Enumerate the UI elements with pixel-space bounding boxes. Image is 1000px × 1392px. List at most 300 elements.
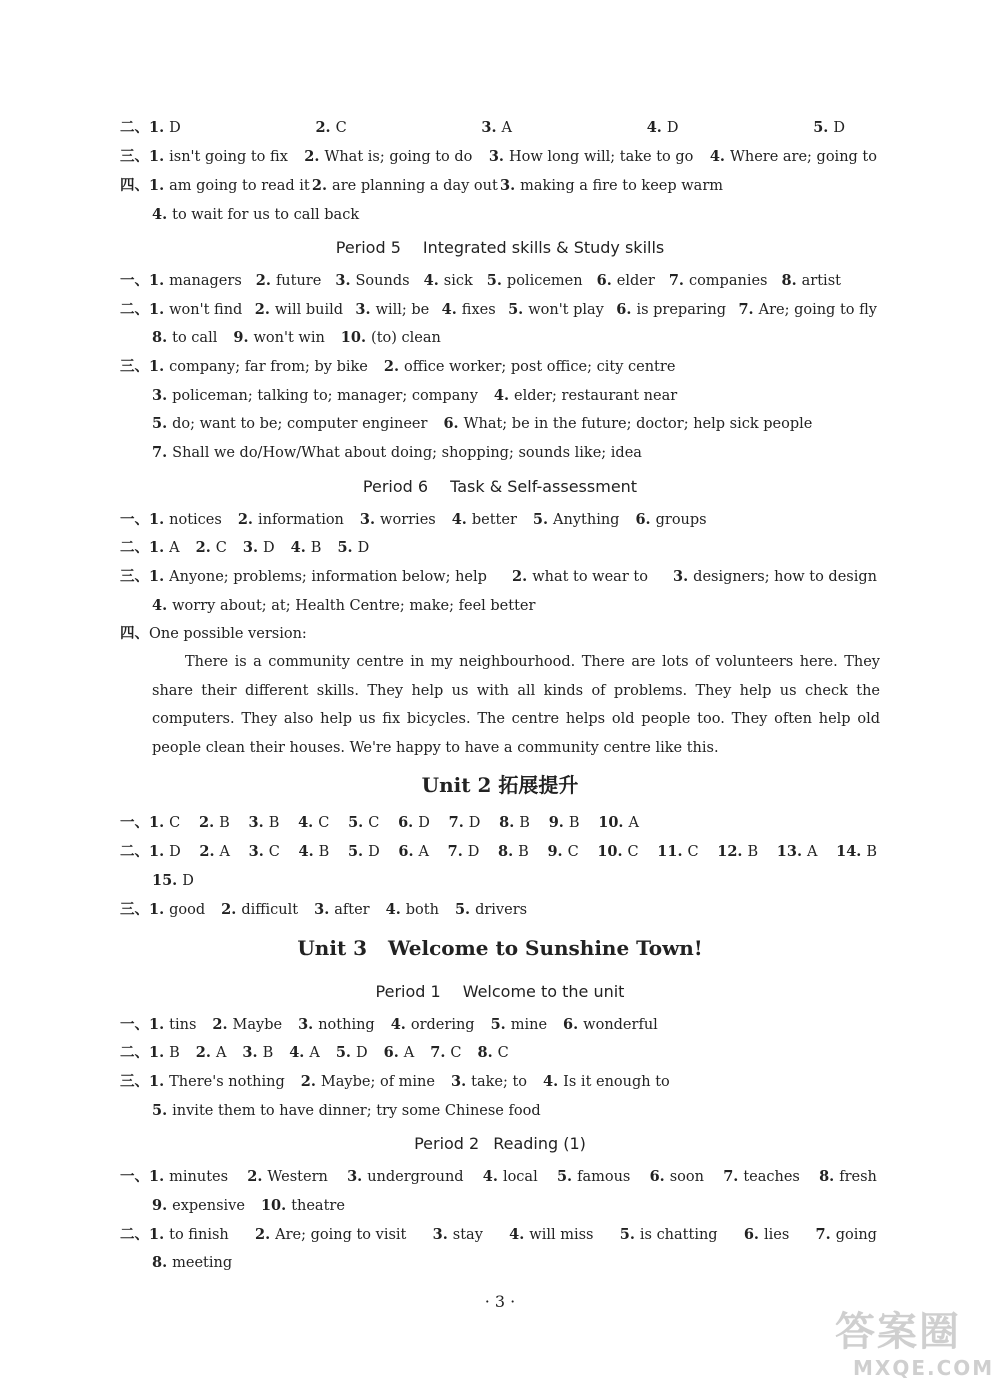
answer-item	[149, 147, 288, 167]
answer-item	[452, 510, 517, 530]
answer-item	[782, 271, 841, 291]
item-answer: will build	[274, 302, 344, 318]
answer-item	[149, 176, 310, 196]
answer-line	[120, 357, 691, 377]
answer-item	[391, 1015, 475, 1035]
item-answer: B	[568, 815, 580, 831]
item-answer: future	[275, 273, 322, 289]
answer-item	[242, 1043, 273, 1063]
answer-line	[120, 1072, 686, 1092]
item-answer: what to wear to	[532, 569, 648, 585]
item-number: 7.	[815, 1226, 831, 1243]
item-answer: ordering	[410, 1017, 475, 1033]
item-answer: B	[169, 1045, 180, 1061]
item-answer: both	[405, 902, 439, 918]
item-number: 9.	[152, 1197, 168, 1214]
item-answer: B	[518, 844, 529, 860]
answer-line	[152, 1101, 557, 1121]
item-number: 15.	[152, 872, 178, 889]
item-answer: D	[355, 1045, 368, 1061]
item-answer: after	[334, 902, 370, 918]
answer-item	[491, 1015, 547, 1035]
answer-item	[455, 900, 527, 920]
item-number: 1.	[149, 843, 165, 860]
item-answer: meeting	[172, 1255, 233, 1271]
item-number: 5.	[337, 539, 353, 556]
answer-line	[120, 300, 877, 320]
item-answer: C	[368, 815, 380, 831]
answer-line	[120, 1043, 525, 1063]
answer-item	[152, 1253, 232, 1273]
item-answer: drivers	[475, 902, 528, 918]
item-answer: A	[418, 844, 429, 860]
item-number: 6.	[443, 415, 459, 432]
answer-line	[120, 176, 723, 196]
item-answer: policemen	[506, 273, 583, 289]
item-answer: D	[169, 120, 181, 136]
item-number: 3.	[432, 1226, 448, 1243]
item-number: 2.	[315, 119, 331, 136]
item-number: 2.	[512, 568, 528, 585]
answer-item	[442, 300, 496, 320]
answer-item	[336, 1043, 368, 1063]
watermark-logo: 答案圈 MXQE.COM	[835, 1309, 995, 1380]
item-number: 5.	[532, 511, 549, 528]
item-answer: B	[318, 844, 330, 860]
answer-item	[255, 1225, 406, 1245]
item-number: 3.	[248, 814, 264, 831]
item-answer: minutes	[169, 1169, 229, 1185]
item-answer: elder	[616, 273, 655, 289]
item-number: 4.	[290, 539, 306, 556]
answer-item	[243, 538, 275, 558]
answer-item	[598, 813, 639, 833]
answer-item	[196, 1043, 227, 1063]
item-answer: B	[747, 844, 759, 860]
answer-item	[299, 842, 330, 862]
item-number: 8.	[152, 329, 168, 346]
answer-line	[120, 1167, 877, 1187]
answer-item	[547, 842, 578, 862]
answer-item	[836, 842, 877, 862]
item-number: 2.	[195, 1044, 211, 1061]
answer-item	[813, 118, 845, 138]
answer-item	[398, 842, 429, 862]
item-number: 8.	[781, 272, 797, 289]
item-number: 5.	[152, 1102, 168, 1119]
section-marker: 二、	[120, 1044, 149, 1061]
item-number: 4.	[441, 301, 457, 318]
answer-item	[478, 1043, 509, 1063]
answer-items	[152, 871, 210, 891]
item-number: 7.	[430, 1044, 446, 1061]
item-answer: nothing	[318, 1017, 375, 1033]
item-number: 1.	[149, 539, 165, 556]
answer-item	[500, 176, 723, 196]
answer-line	[152, 871, 210, 891]
answer-line	[152, 1253, 248, 1273]
item-answer: information	[257, 512, 344, 528]
item-number: 4.	[152, 206, 168, 223]
item-answer: B	[219, 815, 230, 831]
answer-item	[149, 1072, 285, 1092]
item-answer: going	[835, 1227, 877, 1243]
item-number: 9.	[233, 329, 249, 346]
answer-item	[597, 842, 638, 862]
item-answer: C	[627, 844, 639, 860]
item-number: 3.	[500, 177, 516, 194]
period-heading: Period 1 Welcome to the unit	[375, 982, 625, 1001]
item-number: 1.	[149, 511, 165, 528]
item-number: 3.	[152, 387, 168, 404]
item-answer: D	[418, 815, 430, 831]
answer-item	[451, 1072, 527, 1092]
item-answer: Shall we do/How/What about doing; shopping; sounds like; idea	[172, 445, 642, 461]
item-number: 1.	[149, 301, 165, 318]
section-marker: 三、	[120, 358, 149, 375]
answer-item	[398, 813, 430, 833]
item-number: 9.	[547, 843, 563, 860]
item-answer: won't find	[169, 302, 243, 318]
answer-item	[312, 176, 498, 196]
answer-item	[433, 1225, 483, 1245]
item-answer: D	[666, 120, 679, 136]
item-number: 8.	[499, 814, 515, 831]
answer-items	[149, 1167, 877, 1187]
item-answer: Maybe	[232, 1017, 283, 1033]
answer-item	[149, 510, 222, 530]
item-answer: is chatting	[639, 1227, 718, 1243]
answer-item	[199, 842, 230, 862]
item-answer: C	[567, 844, 579, 860]
answer-items	[149, 300, 877, 320]
answer-item	[212, 1015, 282, 1035]
item-number: 1.	[149, 1016, 165, 1033]
answer-item	[152, 386, 478, 406]
answer-item	[384, 1043, 415, 1063]
answer-line	[120, 900, 543, 920]
item-number: 5.	[508, 301, 524, 318]
item-number: 5.	[490, 1016, 506, 1033]
item-answer: making a fire to keep warm	[520, 178, 723, 194]
item-answer: worries	[380, 512, 436, 528]
answer-item	[449, 813, 481, 833]
item-number: 6.	[398, 843, 414, 860]
item-number: 3.	[450, 1073, 467, 1090]
answer-items	[149, 1072, 686, 1092]
item-answer: stay	[452, 1227, 483, 1243]
item-number: 5.	[335, 1044, 351, 1061]
item-answer: What; be in the future; doctor; help sick people	[463, 416, 813, 432]
item-number: 10.	[340, 329, 367, 346]
item-answer: Anyone; problems; information below; help	[169, 569, 487, 585]
item-number: 3.	[314, 901, 330, 918]
item-answer: good	[169, 902, 206, 918]
answer-item	[152, 205, 359, 225]
item-answer: D	[182, 873, 194, 889]
answer-item	[650, 1167, 704, 1187]
answer-item	[597, 271, 655, 291]
item-answer: to wait for us to call back	[172, 207, 360, 223]
item-answer: am going to read it	[169, 178, 310, 194]
answer-item	[149, 1043, 180, 1063]
period-heading: Period 2 Reading (1)	[414, 1134, 586, 1153]
section-marker: 一、	[120, 1168, 149, 1185]
answer-items	[149, 271, 841, 291]
item-answer: C	[318, 815, 330, 831]
answer-line	[120, 1015, 674, 1035]
item-answer: What is; going to do	[324, 149, 473, 165]
answer-item	[430, 1043, 461, 1063]
item-number: 8.	[819, 1168, 835, 1185]
item-number: 1.	[149, 1168, 165, 1185]
item-number: 1.	[149, 272, 165, 289]
item-number: 1.	[149, 119, 165, 136]
answer-item	[152, 443, 642, 463]
item-number: 4.	[423, 272, 439, 289]
answer-item	[360, 510, 436, 530]
item-answer: Are; going to fly	[758, 302, 877, 318]
item-number: 3.	[242, 1044, 258, 1061]
item-number: 12.	[717, 843, 743, 860]
answer-item	[256, 271, 322, 291]
item-number: 4.	[646, 119, 662, 136]
answer-item	[448, 842, 480, 862]
item-answer: C	[497, 1045, 509, 1061]
item-answer: teaches	[743, 1169, 800, 1185]
item-number: 6.	[616, 301, 632, 318]
answer-item	[314, 900, 370, 920]
answer-items	[152, 1253, 248, 1273]
answer-item	[499, 813, 530, 833]
section-marker: 二、	[120, 843, 149, 860]
answer-item	[149, 567, 487, 587]
answer-items	[152, 414, 828, 434]
item-answer: How long will; take to go	[508, 149, 694, 165]
item-answer: better	[471, 512, 517, 528]
answer-item	[298, 813, 329, 833]
answer-items	[149, 813, 639, 833]
answer-item	[152, 1196, 245, 1216]
item-answer: invite them to have dinner; try some Chinese food	[172, 1103, 541, 1119]
item-number: 7.	[738, 301, 754, 318]
item-number: 4.	[493, 387, 510, 404]
item-number: 6.	[649, 1168, 665, 1185]
item-number: 4.	[482, 1168, 498, 1185]
answer-line	[120, 510, 723, 530]
item-answer: B	[310, 540, 322, 556]
item-answer: (to) clean	[371, 330, 441, 346]
answer-line	[120, 147, 877, 167]
answer-item	[152, 328, 217, 348]
item-answer: Anything	[553, 512, 620, 528]
item-number: 2.	[195, 539, 211, 556]
answer-item	[487, 271, 583, 291]
item-answer: groups	[655, 512, 707, 528]
answer-line	[152, 596, 551, 616]
item-number: 6.	[398, 814, 414, 831]
answer-item	[149, 1225, 229, 1245]
item-answer: C	[687, 844, 699, 860]
item-number: 3.	[481, 119, 497, 136]
item-number: 4.	[152, 597, 168, 614]
answer-line	[152, 205, 375, 225]
item-number: 2.	[311, 177, 328, 194]
item-number: 2.	[300, 1073, 316, 1090]
answer-items	[152, 1196, 361, 1216]
answer-line	[152, 414, 828, 434]
answer-item	[563, 1015, 658, 1035]
unit-heading: Unit 3 Welcome to Sunshine Town!	[297, 936, 703, 960]
section-marker: 二、	[120, 301, 149, 318]
answer-items	[149, 842, 877, 862]
item-answer: notices	[169, 512, 222, 528]
item-number: 4.	[385, 901, 401, 918]
item-answer: A	[807, 844, 818, 860]
item-number: 3.	[347, 1168, 363, 1185]
item-answer: Are; going to visit	[275, 1227, 407, 1243]
item-number: 6.	[383, 1044, 399, 1061]
item-number: 3.	[488, 148, 504, 165]
item-number: 5.	[619, 1226, 635, 1243]
item-number: 1.	[149, 1073, 165, 1090]
answer-item	[386, 900, 439, 920]
item-answer: B	[262, 1045, 274, 1061]
item-number: 1.	[149, 358, 165, 375]
section-marker: 四、	[120, 177, 149, 194]
answer-items	[149, 1225, 877, 1245]
section-marker: 二、	[120, 539, 149, 556]
answer-item	[348, 842, 380, 862]
answer-item	[717, 842, 758, 862]
answer-items	[149, 357, 691, 377]
answer-item	[233, 328, 324, 348]
item-answer: famous	[577, 1169, 631, 1185]
answer-item	[657, 842, 698, 862]
answer-item	[247, 1167, 328, 1187]
answer-item	[443, 414, 812, 434]
answer-item	[723, 1167, 800, 1187]
item-number: 5.	[152, 415, 168, 432]
unit-heading: Unit 2 拓展提升	[421, 773, 579, 797]
answer-item	[291, 538, 322, 558]
answer-item	[152, 414, 427, 434]
item-answer: C	[215, 540, 227, 556]
item-answer: won't win	[253, 330, 325, 346]
answer-item	[315, 118, 346, 138]
item-answer: are planning a day out	[332, 178, 498, 194]
item-number: 4.	[451, 511, 467, 528]
item-number: 3.	[242, 539, 259, 556]
answer-line	[120, 538, 385, 558]
item-answer: A	[215, 1045, 227, 1061]
item-number: 3.	[673, 568, 689, 585]
section-marker: 三、	[120, 901, 149, 918]
answer-items	[149, 1043, 525, 1063]
item-answer: wonderful	[583, 1017, 658, 1033]
item-answer: D	[468, 815, 481, 831]
item-answer: to call	[172, 330, 218, 346]
item-answer: Maybe; of mine	[320, 1074, 435, 1090]
section-marker: 三、	[120, 1073, 149, 1090]
item-answer: There's nothing	[169, 1074, 285, 1090]
answer-item	[149, 118, 181, 138]
item-answer: elder; restaurant near	[514, 388, 678, 404]
item-number: 5.	[486, 272, 502, 289]
answer-item	[261, 1196, 345, 1216]
answer-items	[149, 538, 385, 558]
item-number: 6.	[635, 511, 651, 528]
item-number: 6.	[596, 272, 612, 289]
item-number: 6.	[743, 1226, 759, 1243]
item-number: 2.	[247, 1168, 263, 1185]
answer-item	[710, 147, 877, 167]
item-answer: D	[467, 844, 480, 860]
answer-item	[647, 118, 679, 138]
answer-item	[149, 1167, 228, 1187]
answer-items	[152, 1101, 557, 1121]
answer-item	[533, 510, 620, 530]
item-number: 3.	[248, 843, 264, 860]
answer-items	[152, 596, 551, 616]
answer-item	[489, 147, 694, 167]
item-answer: A	[309, 1045, 320, 1061]
answer-item	[149, 900, 205, 920]
answer-item	[498, 842, 529, 862]
item-number: 4.	[509, 1226, 525, 1243]
answer-items	[152, 328, 457, 348]
item-number: 3.	[298, 1016, 314, 1033]
item-number: 14.	[836, 843, 862, 860]
period-heading: Period 6 Task & Self-assessment	[362, 477, 638, 496]
item-answer: will; be	[375, 302, 430, 318]
answer-item	[424, 271, 473, 291]
answer-item	[196, 538, 227, 558]
section-marker: 一、	[120, 814, 149, 831]
sample-essay: There is a community centre in my neighbourhood. There are lots of volunteers here. They share their different skills. They help us with all kinds of problems. They help us check the computers. They also help us fix bicycles. The centre helps old people too. They often help old people clean their houses. We're happy to have a community centre like this.	[152, 654, 880, 756]
item-answer: lies	[763, 1227, 790, 1243]
item-number: 2.	[254, 301, 270, 318]
item-answer: will miss	[529, 1227, 594, 1243]
item-answer: local	[502, 1169, 538, 1185]
item-number: 5.	[347, 843, 364, 860]
item-answer: expensive	[172, 1198, 245, 1214]
item-answer: Where are; going to	[729, 149, 877, 165]
answer-item	[199, 813, 230, 833]
answer-items	[149, 147, 877, 167]
answer-items	[152, 443, 658, 463]
answer-item	[620, 1225, 718, 1245]
answer-item	[337, 538, 369, 558]
item-answer: do; want to be; computer engineer	[172, 416, 428, 432]
item-number: 5.	[556, 1168, 573, 1185]
answer-item	[509, 1225, 593, 1245]
item-number: 4.	[390, 1016, 406, 1033]
page-number: · 3 ·	[484, 1292, 516, 1311]
answer-items	[149, 567, 877, 587]
item-answer: underground	[367, 1169, 464, 1185]
section-marker: 一、	[120, 511, 149, 528]
answer-item	[508, 300, 604, 320]
answer-items	[149, 510, 723, 530]
item-number: 7.	[152, 444, 168, 461]
item-answer: won't play	[528, 302, 604, 318]
answer-item	[494, 386, 677, 406]
answer-item	[549, 813, 580, 833]
item-number: 10.	[597, 843, 623, 860]
item-number: 11.	[657, 843, 683, 860]
answer-line	[120, 1225, 877, 1245]
